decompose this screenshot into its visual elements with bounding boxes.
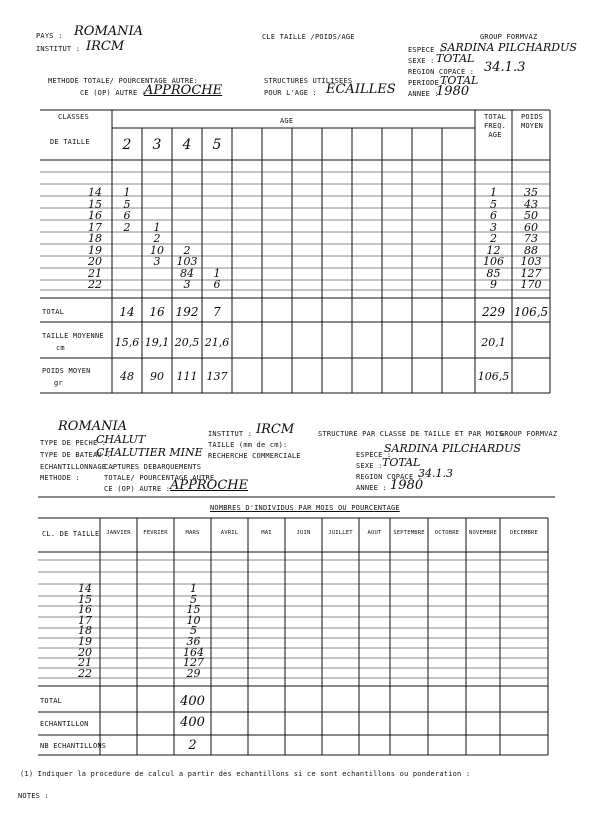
size-class: 14	[88, 186, 102, 199]
size-class: 17	[88, 220, 102, 234]
age-count-cell: 2	[153, 232, 161, 245]
type-peche-value: CHALUT	[96, 433, 146, 446]
espece-value: SARDINA PILCHARDUS	[440, 41, 577, 54]
nb-echantillons-mars: 2	[188, 738, 197, 753]
annee-value-2: 1980	[390, 478, 424, 493]
poids-unit: gr	[54, 379, 63, 387]
ce-value: APPROCHE	[144, 83, 223, 98]
pays-value-2: ROMANIA	[58, 419, 128, 434]
month-header: MAI	[261, 530, 272, 536]
size-class-2: 20	[78, 645, 92, 659]
mars-count-cell: 1	[190, 582, 197, 595]
echantillonnage-value: CAPTURES DEBARQUEMENTS	[104, 463, 202, 471]
poids-age-4: 111	[176, 370, 198, 383]
de-taille-header: DE TAILLE	[50, 138, 90, 146]
size-class-2: 19	[78, 635, 92, 648]
groupe-label: GROUP FORMVAZ	[480, 33, 538, 41]
month-header: AOUT	[367, 530, 382, 536]
pays-value: ROMANIA	[74, 24, 144, 39]
month-header: MARS	[185, 530, 200, 536]
poids-age-2: 48	[120, 370, 134, 383]
taille-total: 20,1	[481, 336, 506, 349]
row-total-freq: 3	[490, 220, 497, 234]
poids-total: 106,5	[477, 370, 510, 383]
size-class: 18	[88, 232, 102, 245]
total-poids: 106,5	[513, 305, 549, 319]
age-class-4: 4	[182, 137, 192, 153]
type-peche-label: TYPE DE PECHE :	[40, 439, 107, 447]
institut-value-2: IRCM	[256, 422, 295, 437]
total-age-4: 192	[175, 305, 199, 319]
row-poids-moyen: 127	[520, 266, 542, 280]
age-class-3: 3	[152, 137, 162, 153]
size-class-2: 14	[78, 582, 92, 595]
institut-label-2: INSTITUT :	[208, 430, 253, 438]
row-total-freq: 6	[490, 209, 497, 222]
month-header: JUILLET	[328, 530, 353, 536]
mars-count-cell: 5	[190, 624, 197, 638]
periode-value: TOTAL	[440, 74, 479, 87]
age-count-cell: 10	[150, 243, 164, 257]
sexe-value-2: TOTAL	[382, 456, 421, 469]
size-class: 19	[88, 243, 102, 257]
ce-value-2: APPROCHE	[170, 478, 249, 493]
age-count-cell: 3	[153, 255, 161, 268]
row-total-freq: 5	[490, 197, 497, 211]
classes-header-2: CL. DE TAILLE	[42, 530, 100, 538]
poids-moyen-label: POIDS MOYEN	[42, 367, 91, 375]
annee-label: ANNEE :	[408, 90, 439, 98]
mars-count-cell: 164	[183, 645, 204, 659]
row-poids-moyen: 43	[524, 197, 538, 211]
age-count-cell: 6	[123, 209, 131, 222]
periode-label: PERIODE :	[408, 79, 448, 87]
sexe-value: TOTAL	[436, 52, 475, 65]
month-header: OCTOBRE	[434, 530, 460, 536]
month-header: JANVIER	[106, 530, 131, 536]
institut-label: INSTITUT :	[36, 45, 81, 53]
age-count-cell: 2	[123, 220, 131, 234]
total-age-2: 14	[119, 305, 135, 319]
row-poids-moyen: 73	[524, 232, 538, 245]
age-count-cell: 3	[183, 278, 191, 291]
pour-value: ECAILLES	[326, 82, 396, 97]
size-class-2: 15	[78, 592, 92, 606]
month-header: AVRIL	[220, 530, 239, 536]
methode-label-2: METHODE :	[40, 474, 80, 482]
taille-age-4: 20,5	[174, 336, 200, 349]
age-count-cell: 1	[153, 220, 161, 234]
total-freq: 229	[482, 305, 505, 319]
size-class-2: 16	[78, 603, 92, 617]
month-header: JUIN	[296, 530, 311, 536]
type-bateau-label: TYPE DE BATEAU :	[40, 451, 111, 459]
region-label: REGION COPACE :	[408, 68, 475, 76]
age-count-cell: 1	[123, 186, 131, 199]
ce-label-2: CE (OP) AUTRE :	[104, 485, 171, 493]
espece-label-2: ESPECE :	[356, 451, 392, 459]
structures-label: STRUCTURES UTILISEES	[264, 77, 353, 85]
total-label-2: TOTAL	[40, 697, 63, 705]
echantillonnage-label: ECHANTILLONNAGE :	[40, 463, 116, 471]
row-poids-moyen: 88	[524, 243, 538, 257]
size-class: 15	[88, 197, 102, 211]
sexe-label-2: SEXE :	[356, 462, 383, 470]
size-class: 21	[88, 266, 102, 280]
total-mars: 400	[180, 694, 205, 709]
row-total-freq: 106	[483, 255, 504, 268]
poids-age-5: 137	[206, 370, 228, 383]
recherche-label: RECHERCHE COMMERCIALE	[208, 452, 301, 460]
form-title-2: STRUCTURE PAR CLASSE DE TAILLE ET PAR MOIS	[318, 430, 504, 438]
row-poids-moyen: 103	[520, 255, 542, 268]
institut-value: IRCM	[86, 39, 125, 54]
type-bateau-value: CHALUTIER MINE	[96, 446, 203, 459]
size-class-2: 21	[78, 656, 92, 670]
month-header: SEPTEMBRE	[393, 530, 425, 536]
notes-label: NOTES :	[18, 792, 49, 800]
footnote: (1) Indiquer la procedure de calcul a partir des echantillons si ce sont echantillons ou ponderation :	[20, 770, 471, 778]
row-total-freq: 2	[490, 232, 497, 245]
poids-age-3: 90	[150, 370, 164, 383]
region-label-2: REGION COPACE :	[356, 473, 423, 481]
row-poids-moyen: 50	[524, 209, 538, 222]
taille-age-2: 15,6	[114, 336, 140, 349]
region-value: 34.1.3	[484, 60, 526, 75]
annee-label-2: ANNEE :	[356, 484, 387, 492]
row-poids-moyen: 35	[524, 186, 538, 199]
age-count-cell: 2	[183, 243, 191, 257]
groupe-label-2: GROUP FORMVAZ	[500, 430, 558, 438]
poids-header: POIDS MOYEN	[520, 113, 544, 130]
mars-count-cell: 10	[186, 613, 201, 627]
taille-age-5: 21,6	[204, 336, 230, 349]
espece-value-2: SARDINA PILCHARDUS	[384, 442, 521, 455]
form-title: CLE TAILLE /POIDS/AGE	[262, 33, 355, 41]
size-class-2: 18	[78, 624, 92, 638]
row-total-freq: 1	[490, 186, 497, 199]
age-class-2: 2	[122, 137, 132, 153]
row-total-freq: 9	[490, 278, 497, 291]
total-age-5: 7	[213, 305, 221, 319]
row-total-freq: 85	[486, 266, 501, 280]
sexe-label: SEXE :	[408, 57, 435, 65]
annee-value: 1980	[436, 84, 470, 99]
region-value-2: 34.1.3	[418, 467, 453, 480]
total-age-3: 16	[149, 305, 165, 319]
methode-value-2: TOTALE/ POURCENTAGE AUTRE	[104, 474, 215, 482]
pour-label: POUR L'AGE :	[264, 89, 317, 97]
month-header: NOVEMBRE	[468, 530, 498, 536]
echantillon-label: ECHANTILLON	[40, 720, 89, 728]
mars-count-cell: 127	[183, 656, 204, 670]
size-class-2: 22	[78, 666, 92, 680]
mars-count-cell: 5	[190, 592, 197, 606]
row-total-freq: 12	[486, 243, 501, 257]
row-poids-moyen: 170	[520, 278, 542, 291]
row-poids-moyen: 60	[524, 220, 538, 234]
mars-count-cell: 36	[186, 635, 201, 648]
pays-label: PAYS :	[36, 32, 63, 40]
taille-unit: cm	[56, 344, 65, 352]
age-header: AGE	[280, 117, 294, 125]
size-class: 16	[88, 209, 102, 222]
total-freq-header: TOTAL FREQ. AGE	[483, 113, 507, 139]
classes-header: CLASSES	[58, 113, 89, 121]
age-count-cell: 103	[176, 255, 198, 268]
echantillon-mars: 400	[180, 715, 205, 730]
age-class-5: 5	[212, 137, 222, 153]
methode-label: METHODE TOTALE/ POURCENTAGE AUTRE:	[48, 77, 199, 85]
age-count-cell: 1	[213, 266, 221, 280]
age-count-cell: 84	[180, 266, 194, 280]
taille-moyenne-label: TAILLE MOYENNE	[42, 332, 104, 340]
month-header: FEVRIER	[143, 530, 168, 536]
size-class-2: 17	[78, 613, 92, 627]
total-label: TOTAL	[42, 308, 65, 316]
nb-echantillons-label: NB ECHANTILLONS	[40, 742, 107, 750]
mars-count-cell: 15	[186, 603, 201, 617]
mars-count-cell: 29	[186, 666, 201, 680]
age-count-cell: 6	[213, 278, 221, 291]
size-class: 20	[88, 255, 102, 268]
espece-label: ESPECE :	[408, 46, 444, 54]
size-class: 22	[88, 278, 102, 291]
taille-label-2: TAILLE (mm de cm):	[208, 441, 288, 449]
subtitle-2: NOMBRES D'INDIVIDUS PAR MOIS OU POURCENTAGE	[210, 504, 400, 512]
month-header: DECEMBRE	[509, 530, 539, 536]
age-count-cell: 5	[123, 197, 131, 211]
ce-label: CE (OP) AUTRE :	[80, 89, 147, 97]
taille-age-3: 19,1	[144, 336, 170, 349]
